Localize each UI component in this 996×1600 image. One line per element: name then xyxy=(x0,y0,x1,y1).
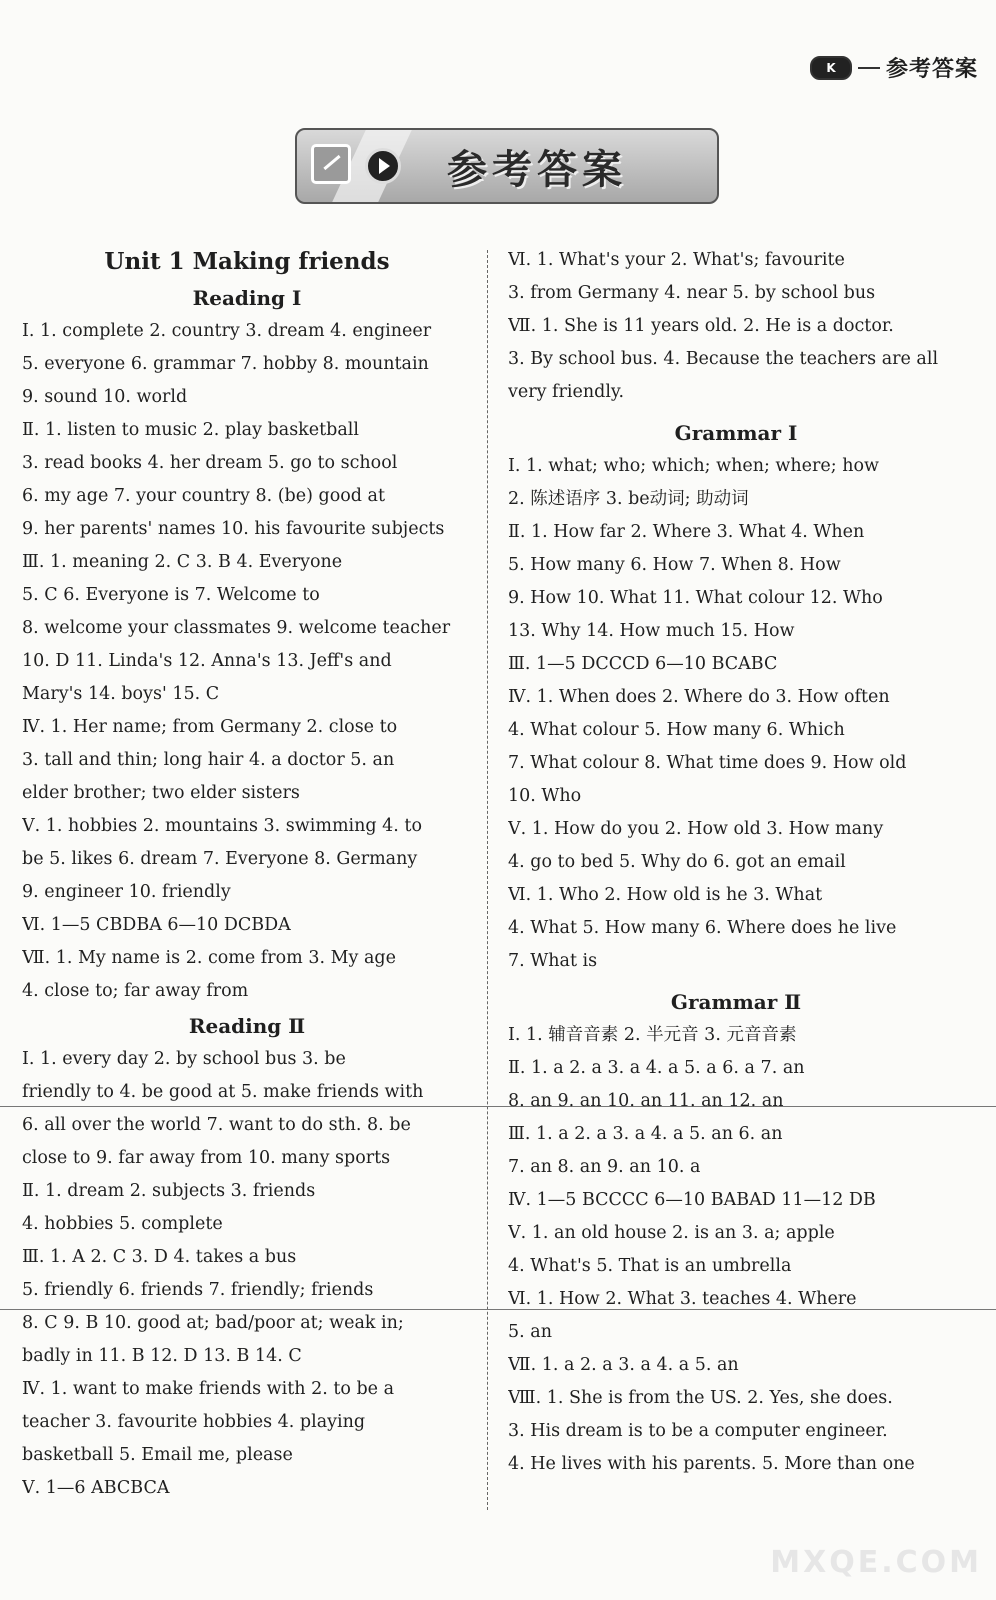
answer-line: 10. Who xyxy=(508,786,582,806)
answer-line: 3. His dream is to be a computer engineer. xyxy=(508,1421,888,1441)
answer-line: 4. What's 5. That is an umbrella xyxy=(508,1256,792,1276)
header-divider xyxy=(858,67,880,69)
right-column xyxy=(508,244,964,1481)
answer-line: 4. He lives with his parents. 5. More than one xyxy=(508,1454,915,1474)
answer-line: 2. 陈述语序 3. be动词; 助动词 xyxy=(508,489,749,509)
answer-line: 4. hobbies 5. complete xyxy=(22,1214,223,1234)
answer-line: 9. engineer 10. friendly xyxy=(22,882,231,902)
answer-line: Ⅷ. 1. She is from the US. 2. Yes, she does. xyxy=(508,1388,893,1408)
answer-line: Mary's 14. boys' 15. C xyxy=(22,684,220,704)
unit-title: Unit 1 Making friends xyxy=(104,248,390,275)
answer-line: Ⅳ. 1. When does 2. Where do 3. How often xyxy=(508,687,890,707)
answer-line: 4. close to; far away from xyxy=(22,981,249,1001)
answer-line: Ⅲ. 1. A 2. C 3. D 4. takes a bus xyxy=(22,1247,297,1267)
answer-line: 8. welcome your classmates 9. welcome teacher xyxy=(22,618,451,638)
play-icon xyxy=(365,148,401,184)
grammar-2-answers xyxy=(508,1019,964,1481)
answer-line: 8. an 9. an 10. an 11. an 12. an xyxy=(508,1091,784,1111)
section-title-grammar-1: Grammar Ⅰ xyxy=(674,421,798,445)
watermark: MXQE.COM xyxy=(770,1545,982,1580)
answer-line: Ⅴ. 1. How do you 2. How old 3. How many xyxy=(508,819,884,839)
answer-line: 4. What colour 5. How many 6. Which xyxy=(508,720,845,740)
answer-line: be 5. likes 6. dream 7. Everyone 8. Germany xyxy=(22,849,418,869)
answer-line: basketball 5. Email me, please xyxy=(22,1445,293,1465)
answer-line: 13. Why 14. How much 15. How xyxy=(508,621,795,641)
answer-line: 3. tall and thin; long hair 4. a doctor 5. an xyxy=(22,750,395,770)
answer-line: 9. sound 10. world xyxy=(22,387,188,407)
answer-line: Ⅵ. 1. Who 2. How old is he 3. What xyxy=(508,885,823,905)
answer-line: Ⅰ. 1. 辅音音素 2. 半元音 3. 元音音素 xyxy=(508,1025,797,1045)
section-title-reading-1: Reading Ⅰ xyxy=(192,286,302,310)
answer-line: Ⅶ. 1. a 2. a 3. a 4. a 5. an xyxy=(508,1355,739,1375)
answer-line: 3. By school bus. 4. Because the teachers are all xyxy=(508,349,939,369)
answer-line: 7. What is xyxy=(508,951,598,971)
answer-line: Ⅵ. 1—5 CBDBA 6—10 DCBDA xyxy=(22,915,291,935)
reading-1-answers xyxy=(22,315,472,1008)
answer-line: Ⅲ. 1. meaning 2. C 3. B 4. Everyone xyxy=(22,552,343,572)
answer-line: Ⅳ. 1. want to make friends with 2. to be a xyxy=(22,1379,395,1399)
reading-1-continued-answers xyxy=(508,244,964,409)
answer-line: 9. her parents' names 10. his favourite subjects xyxy=(22,519,445,539)
answer-line: 5. C 6. Everyone is 7. Welcome to xyxy=(22,585,320,605)
answer-line: 3. from Germany 4. near 5. by school bus xyxy=(508,283,876,303)
answer-line: 10. D 11. Linda's 12. Anna's 13. Jeff's and xyxy=(22,651,392,671)
answer-line: 5. everyone 6. grammar 7. hobby 8. mountain xyxy=(22,354,429,374)
answer-line: 7. an 8. an 9. an 10. a xyxy=(508,1157,701,1177)
answer-line: Ⅳ. 1. Her name; from Germany 2. close to xyxy=(22,717,398,737)
answer-line: Ⅳ. 1—5 BCCCC 6—10 BABAD 11—12 DB xyxy=(508,1190,876,1210)
left-column xyxy=(22,244,472,1505)
answer-line: friendly to 4. be good at 5. make friends with xyxy=(22,1082,424,1102)
answer-line: Ⅰ. 1. every day 2. by school bus 3. be xyxy=(22,1049,346,1069)
answer-line: Ⅶ. 1. My name is 2. come from 3. My age xyxy=(22,948,396,968)
answer-line: Ⅱ. 1. dream 2. subjects 3. friends xyxy=(22,1181,316,1201)
answer-line: Ⅴ. 1. an old house 2. is an 3. a; apple xyxy=(508,1223,835,1243)
answer-line: 6. my age 7. your country 8. (be) good at xyxy=(22,486,386,506)
answer-line: Ⅲ. 1. a 2. a 3. a 4. a 5. an 6. an xyxy=(508,1124,783,1144)
answer-line: teacher 3. favourite hobbies 4. playing xyxy=(22,1412,366,1432)
banner-title: 参考答案 xyxy=(447,147,627,193)
answer-line: Ⅵ. 1. How 2. What 3. teaches 4. Where xyxy=(508,1289,857,1309)
answer-line: Ⅶ. 1. She is 11 years old. 2. He is a doctor. xyxy=(508,316,894,336)
answer-line: very friendly. xyxy=(508,382,625,402)
answer-line: 5. How many 6. How 7. When 8. How xyxy=(508,555,841,575)
answer-line: Ⅴ. 1—6 ABCBCA xyxy=(22,1478,170,1498)
answer-line: 3. read books 4. her dream 5. go to school xyxy=(22,453,398,473)
answer-line: 8. C 9. B 10. good at; bad/poor at; weak in; xyxy=(22,1313,404,1333)
answer-line: 4. go to bed 5. Why do 6. got an email xyxy=(508,852,846,872)
header-title: 参考答案 xyxy=(885,57,978,82)
publisher-logo: K xyxy=(810,56,852,80)
answer-line: Ⅴ. 1. hobbies 2. mountains 3. swimming 4. to xyxy=(22,816,423,836)
answer-line: Ⅵ. 1. What's your 2. What's; favourite xyxy=(508,250,845,270)
answer-line: Ⅰ. 1. complete 2. country 3. dream 4. engineer xyxy=(22,321,432,341)
answer-line: 6. all over the world 7. want to do sth. 8. be xyxy=(22,1115,411,1135)
answer-line: Ⅱ. 1. a 2. a 3. a 4. a 5. a 6. a 7. an xyxy=(508,1058,805,1078)
answer-line: close to 9. far away from 10. many sports xyxy=(22,1148,391,1168)
answer-line: 4. What 5. How many 6. Where does he live xyxy=(508,918,897,938)
answer-line: Ⅱ. 1. listen to music 2. play basketball xyxy=(22,420,359,440)
edit-note-icon xyxy=(311,144,351,184)
section-title-reading-2: Reading Ⅱ xyxy=(188,1014,306,1038)
answer-line: badly in 11. B 12. D 13. B 14. C xyxy=(22,1346,302,1366)
column-divider xyxy=(487,250,488,1510)
section-title-grammar-2: Grammar Ⅱ xyxy=(670,990,802,1014)
answer-line: 5. an xyxy=(508,1322,552,1342)
grammar-1-answers xyxy=(508,450,964,978)
reading-2-answers xyxy=(22,1043,472,1505)
answer-line: 7. What colour 8. What time does 9. How old xyxy=(508,753,907,773)
answer-line: 9. How 10. What 11. What colour 12. Who xyxy=(508,588,883,608)
answer-key-banner xyxy=(295,128,719,204)
answer-line: elder brother; two elder sisters xyxy=(22,783,300,803)
page-header xyxy=(810,52,978,83)
answer-line: 5. friendly 6. friends 7. friendly; friends xyxy=(22,1280,374,1300)
answer-line: Ⅲ. 1—5 DCCCD 6—10 BCABC xyxy=(508,654,778,674)
answer-line: Ⅱ. 1. How far 2. Where 3. What 4. When xyxy=(508,522,865,542)
answer-line: Ⅰ. 1. what; who; which; when; where; how xyxy=(508,456,880,476)
